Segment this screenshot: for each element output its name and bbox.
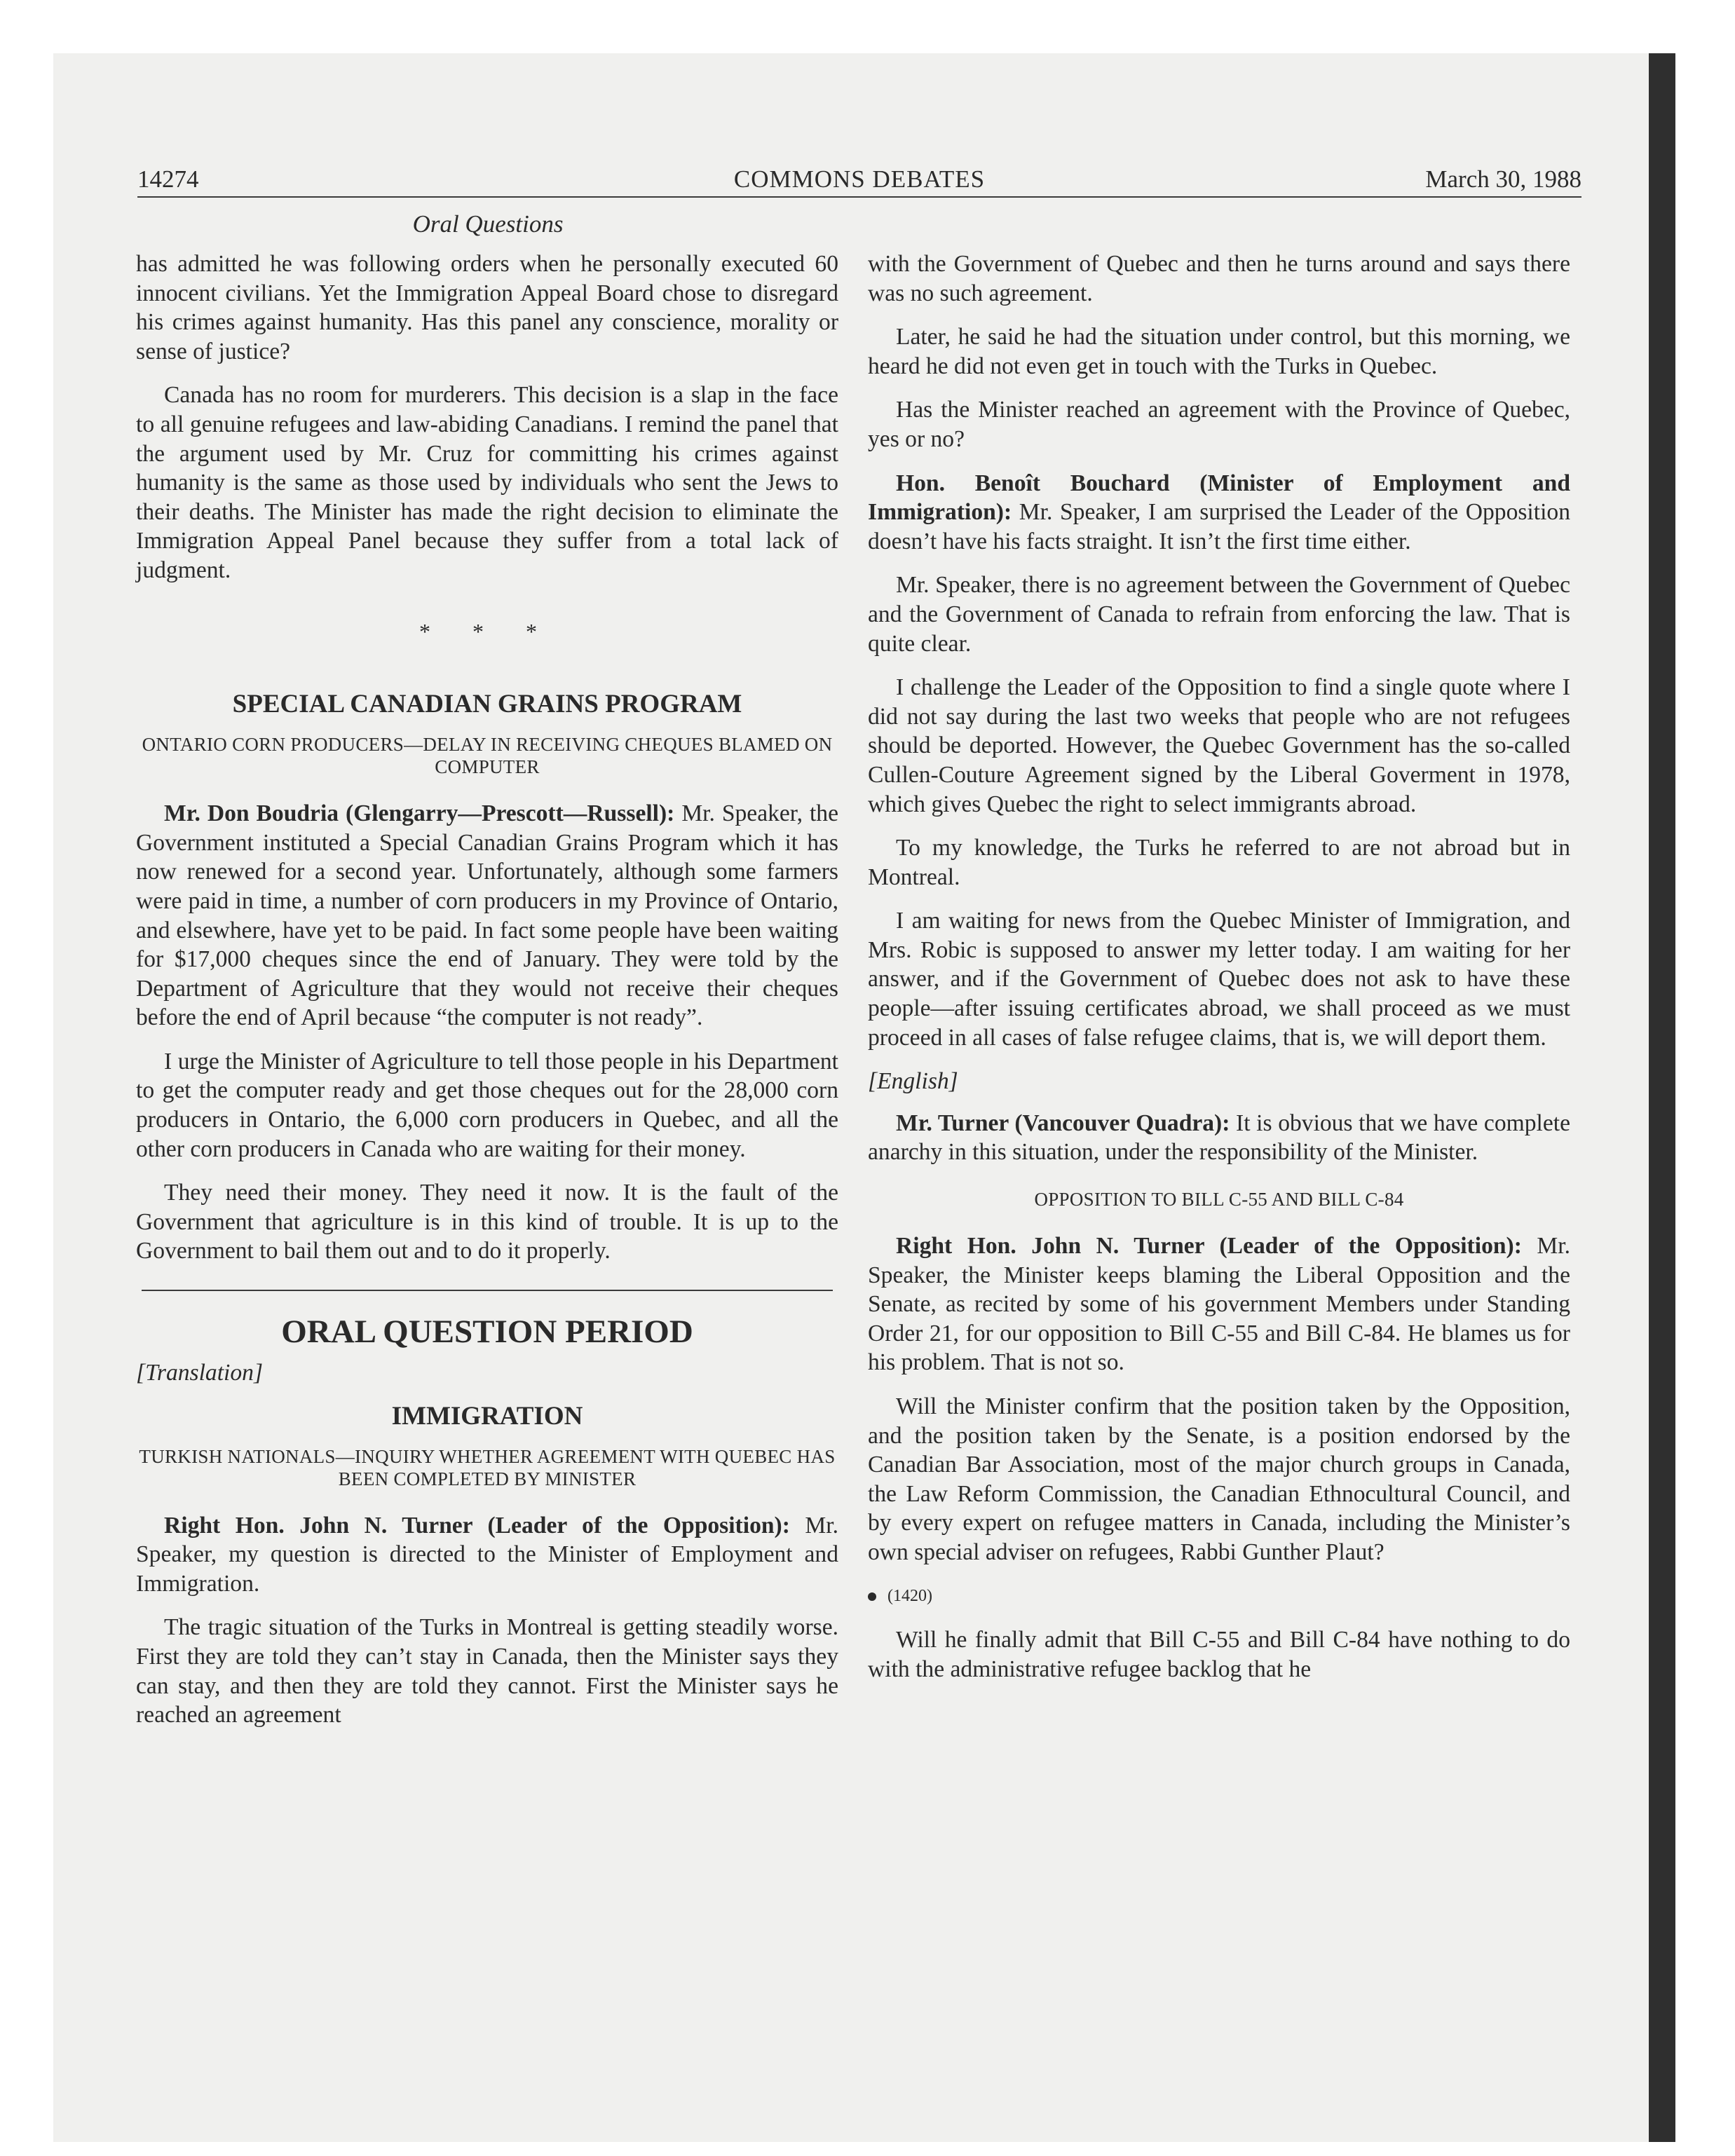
subrubric-heading: TURKISH NATIONALS—INQUIRY WHETHER AGREEMENT WITH QUEBEC HAS BEEN COMPLETED BY MINISTER xyxy=(139,1445,836,1489)
paragraph: The tragic situation of the Turks in Montreal is getting steadily worse. First they are told they can’t stay in Canada, then the Minister says they can stay, and then they are told they cannot. First the Minister says he reached an agreement xyxy=(136,1614,838,1728)
language-tag: [English] xyxy=(868,1068,958,1095)
speech-text: Mr. Speaker, the Minister keeps blaming the Liberal Opposition and the Senate, as recited by some of his government Members under Standing Order 21, for our opposition to Bill C-55 and Bill C-84. He blames us for his problem. That is not so. xyxy=(868,1233,1570,1376)
major-heading: ORAL QUESTION PERIOD xyxy=(281,1314,693,1351)
paragraph: They need their money. They need it now. It is the fault of the Government that agriculture is in this kind of trouble. It is up to the Government to bail them out and to do it properly. xyxy=(136,1180,838,1264)
paragraph: Will the Minister confirm that the position taken by the Opposition, and the position taken by the Senate, is a position endorsed by the Canadian Bar Association, most of the major church groups in Canada, the Law Reform Commission, the Canadian Ethnocultural Council, and by every expert on refugee matters in Canada, including the Minister’s own special adviser on refugees, Rabbi Gunther Plaut? xyxy=(868,1393,1570,1565)
speech-text: Mr. Speaker, my question is directed to the Minister of Employment and Immigration. xyxy=(136,1512,838,1597)
time-marker-text: (1420) xyxy=(887,1586,932,1605)
paragraph: I am waiting for news from the Quebec Minister of Immigration, and Mrs. Robic is supposed to answer my letter today. I am waiting for her answer, and if the Government of Quebec does not ask to have these people—after issuing certificates abroad, we shall proceed as we must proceed in all cases of false refugee claims, that is, we will deport them. xyxy=(868,908,1570,1051)
column-rule xyxy=(142,1290,833,1291)
time-marker xyxy=(868,1582,1570,1611)
speech-paragraph xyxy=(868,469,1570,557)
page-number: 14274 xyxy=(137,165,199,193)
speech-text: Mr. Speaker, I am surprised the Leader of the Opposition doesn’t have his facts straight. It isn’t the first time either. xyxy=(868,499,1570,554)
publication-title: COMMONS DEBATES xyxy=(733,165,986,193)
scan-edge xyxy=(1649,53,1675,2142)
paragraph: To my knowledge, the Turks he referred to are not abroad but in Montreal. xyxy=(868,835,1570,890)
paragraph: I challenge the Leader of the Opposition to find a single quote where I did not say during the last two weeks that people who are not refugees should be deported. However, the Quebec Government has the so-called Cullen-Couture Agreement signed by the Liberal Goverment in 1978, which gives Quebec the right to select immigrants abroad. xyxy=(868,674,1570,817)
speaker-name: Mr. Turner (Vancouver Quadra): xyxy=(896,1110,1230,1136)
speech-paragraph xyxy=(136,1511,838,1599)
left-column xyxy=(136,250,838,1745)
rubric-heading: SPECIAL CANADIAN GRAINS PROGRAM xyxy=(232,690,742,719)
right-column xyxy=(868,250,1570,1698)
speech-text: Mr. Speaker, the Government instituted a Special Canadian Grains Program which it has now renewed for a second year. Unfortunately, although some farmers were paid in time, a number of corn producers in my Province of Ontario, and elsewhere, have yet to be paid. In fact some people have been waiting for $17,000 cheques since the end of January. They were told by the Department of Agriculture that they would not receive their cheques before the end of April because “the computer is not ready”. xyxy=(136,800,839,1031)
paragraph: Will he finally admit that Bill C-55 and Bill C-84 have nothing to do with the administrative refugee backlog that he xyxy=(868,1627,1570,1682)
speech-paragraph xyxy=(868,1109,1570,1167)
speech-paragraph xyxy=(868,1231,1570,1377)
speaker-name: Mr. Don Boudria (Glengarry—Prescott—Russell): xyxy=(164,800,675,827)
running-header xyxy=(137,163,1581,196)
paragraph: Has the Minister reached an agreement with the Province of Quebec, yes or no? xyxy=(868,397,1570,452)
speaker-name: Hon. Benoît Bouchard (Minister of Employment and Immigration): xyxy=(868,470,1570,526)
paragraph: Later, he said he had the situation under control, but this morning, we heard he did not even get in touch with the Turks in Quebec. xyxy=(868,324,1570,379)
header-rule xyxy=(137,196,1581,198)
section-label: Oral Questions xyxy=(412,210,564,238)
speaker-name: Right Hon. John N. Turner (Leader of the Opposition): xyxy=(896,1233,1522,1260)
subrubric-heading: OPPOSITION TO BILL C-55 AND BILL C-84 xyxy=(1034,1189,1404,1210)
paragraph: Mr. Speaker, there is no agreement between the Government of Quebec and the Government of Canada to refrain from enforcing the law. That is quite clear. xyxy=(868,572,1570,657)
speech-text: It is obvious that we have complete anarchy in this situation, under the responsibility of the Minister. xyxy=(868,1110,1570,1166)
paragraph: Canada has no room for murderers. This decision is a slap in the face to all genuine refugees and law-abiding Canadians. I remind the panel that the argument used by Mr. Cruz for committing his crimes against humanity is the same as those used by individuals who sent the Jews to their deaths. The Minister has made the right decision to eliminate the Immigration Appeal Panel because they suffer from a total lack of judgment. xyxy=(136,382,838,583)
subrubric-heading: ONTARIO CORN PRODUCERS—DELAY IN RECEIVING CHEQUES BLAMED ON COMPUTER xyxy=(142,734,833,778)
speaker-name: Right Hon. John N. Turner (Leader of the Opposition): xyxy=(164,1512,790,1538)
speech-paragraph xyxy=(136,799,838,1032)
paragraph: with the Government of Quebec and then he turns around and says there was no such agreement. xyxy=(868,251,1570,306)
page-date: March 30, 1988 xyxy=(1425,165,1581,193)
language-tag: [Translation] xyxy=(136,1360,264,1386)
section-separator: * * * xyxy=(419,618,555,644)
paragraph: has admitted he was following orders when he personally executed 60 innocent civilians. Yet the Immigration Appeal Board chose to disregard his crimes against humanity. Has this panel any conscience, morality or sense of justice? xyxy=(136,251,838,364)
paragraph: I urge the Minister of Agriculture to tell those people in his Department to get the computer ready and get those cheques out for the 28,000 corn producers in Ontario, the 6,000 corn producers in Quebec, and all the other corn producers in Canada who are waiting for their money. xyxy=(136,1048,838,1162)
rubric-heading: IMMIGRATION xyxy=(391,1401,583,1431)
bullet-icon xyxy=(868,1592,876,1601)
